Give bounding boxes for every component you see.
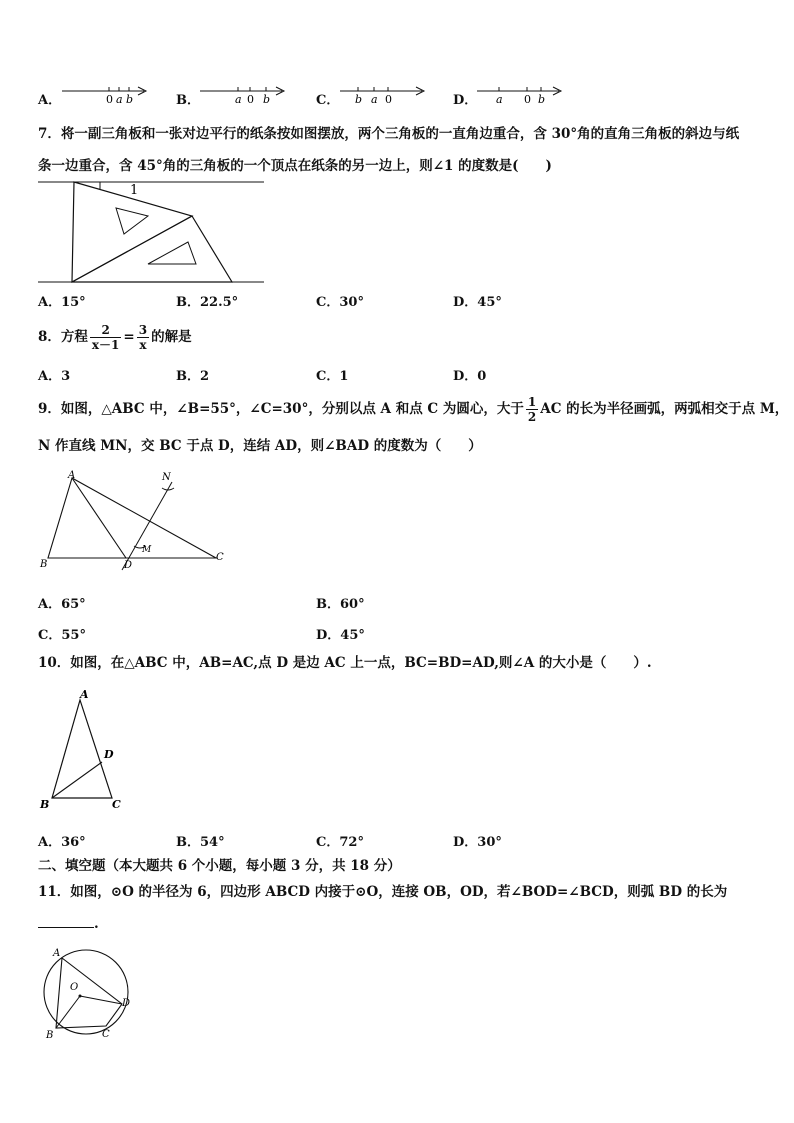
- q7-option-c[interactable]: C．30°: [316, 295, 364, 310]
- q8-option-d[interactable]: D．0: [453, 369, 487, 384]
- q6-option-d-letter[interactable]: D．: [453, 93, 478, 108]
- q10-label-b: B: [40, 798, 50, 811]
- q6-b-tick-0: a: [235, 93, 242, 106]
- q8-frac1-den: x－1: [91, 338, 120, 352]
- q8-equals: =: [123, 329, 135, 345]
- q6-b-tick-1: 0: [247, 93, 254, 106]
- q6-c-tick-2: 0: [385, 93, 392, 106]
- q6-option-d-numberline: [473, 82, 569, 106]
- q8-option-c[interactable]: C．1: [316, 369, 349, 384]
- q9-label-d: D: [124, 560, 133, 571]
- q7-angle-1-label: 1: [130, 183, 139, 198]
- q9-label-m: M: [142, 545, 152, 555]
- section-2-title: 二、填空题（本大题共 6 个小题，每小题 3 分，共 18 分）: [38, 858, 401, 874]
- q11-label-b: B: [46, 1030, 54, 1041]
- q11-label-c: C: [102, 1029, 110, 1040]
- q9-label-n: N: [162, 472, 171, 483]
- q6-option-a-letter[interactable]: A．: [38, 93, 62, 108]
- q11-end: .: [94, 916, 99, 932]
- q8-option-a[interactable]: A．3: [38, 369, 71, 384]
- q7-option-d[interactable]: D．45°: [453, 295, 502, 310]
- q11-label-o: O: [70, 982, 79, 993]
- q10-option-d[interactable]: D．30°: [453, 835, 502, 850]
- q9-label-b: B: [40, 559, 48, 570]
- q9-figure: [36, 466, 236, 574]
- q11-text: 11．如图，⊙O 的半径为 6，四边形 ABCD 内接于⊙O，连接 OB，OD，若∠BOD=∠BCD，则弧 BD 的长为: [38, 884, 728, 900]
- q11-answer-line: [38, 914, 99, 934]
- q6-a-tick-0: 0: [106, 93, 113, 106]
- q6-option-b-letter[interactable]: B．: [176, 93, 200, 108]
- q7-option-a[interactable]: A．15°: [38, 295, 86, 310]
- q9-option-a[interactable]: A．65°: [38, 597, 86, 612]
- q6-option-c-letter[interactable]: C．: [316, 93, 340, 108]
- q9-label-a: A: [68, 470, 76, 481]
- q6-option-b-numberline: [196, 82, 292, 106]
- q9-frac-den: 2: [527, 410, 537, 424]
- q8-option-b[interactable]: B．2: [176, 369, 210, 384]
- q6-option-a-numberline: [58, 82, 154, 106]
- q9-text-b: AC 的长为半径画弧，两弧相交于点 M，: [540, 401, 789, 417]
- q8-prefix: 8．方程: [38, 329, 88, 345]
- q10-label-c: C: [112, 798, 121, 811]
- q10-option-a[interactable]: A．36°: [38, 835, 86, 850]
- q8-frac2-den: x: [139, 338, 147, 352]
- q8-frac1-num: 2: [90, 323, 122, 338]
- q8-frac2-num: 3: [138, 323, 148, 337]
- q6-d-tick-1: 0: [524, 93, 531, 106]
- q9-label-c: C: [216, 552, 224, 563]
- q10-label-d: D: [104, 748, 114, 761]
- q8-fraction-2: [137, 323, 149, 352]
- q6-d-tick-2: b: [538, 93, 546, 106]
- q8-text: [38, 320, 192, 354]
- q7-option-b[interactable]: B．22.5°: [176, 295, 239, 310]
- q10-label-a: A: [80, 688, 89, 701]
- q11-answer-blank[interactable]: [38, 927, 94, 928]
- q9-frac-num: 1: [527, 395, 537, 409]
- q11-label-d: D: [122, 998, 131, 1009]
- q11-label-a: A: [53, 948, 61, 959]
- q7-figure: [36, 178, 268, 286]
- q9-option-d[interactable]: D．45°: [316, 628, 365, 643]
- q9-text-line2: N 作直线 MN，交 BC 于点 D，连结 AD，则∠BAD 的度数为（ ）: [38, 438, 482, 454]
- q9-option-b[interactable]: B．60°: [316, 597, 365, 612]
- q8-fraction-1: [90, 323, 122, 352]
- q9-fraction: [526, 395, 538, 424]
- q6-a-tick-2: b: [126, 93, 134, 106]
- q6-c-tick-0: b: [355, 93, 363, 106]
- q7-text-line2: 条一边重合，含 45°角的三角板的一个顶点在纸条的另一边上，则∠1 的度数是( ): [38, 158, 552, 174]
- q9-text-line1: [38, 392, 788, 426]
- q6-c-tick-1: a: [371, 93, 378, 106]
- q10-text: 10．如图，在△ABC 中，AB=AC,点 D 是边 AC 上一点，BC=BD=AD,则∠A 的大小是（ ）.: [38, 655, 652, 671]
- q10-figure: [36, 686, 136, 814]
- q10-option-c[interactable]: C．72°: [316, 835, 364, 850]
- q6-option-c-numberline: [336, 82, 432, 106]
- q7-text-line1: 7．将一副三角板和一张对边平行的纸条按如图摆放，两个三角板的一直角边重合，含 30°角的直角三角板的斜边与纸: [38, 126, 740, 142]
- q9-option-c[interactable]: C．55°: [38, 628, 86, 643]
- q10-option-b[interactable]: B．54°: [176, 835, 225, 850]
- q11-figure: [36, 942, 146, 1042]
- q6-d-tick-0: a: [496, 93, 503, 106]
- q6-b-tick-2: b: [263, 93, 271, 106]
- q6-a-tick-1: a: [116, 93, 123, 106]
- q8-suffix: 的解是: [151, 329, 192, 345]
- q9-text-a: 9．如图，△ABC 中，∠B=55°，∠C=30°，分别以点 A 和点 C 为圆心，大于: [38, 401, 524, 417]
